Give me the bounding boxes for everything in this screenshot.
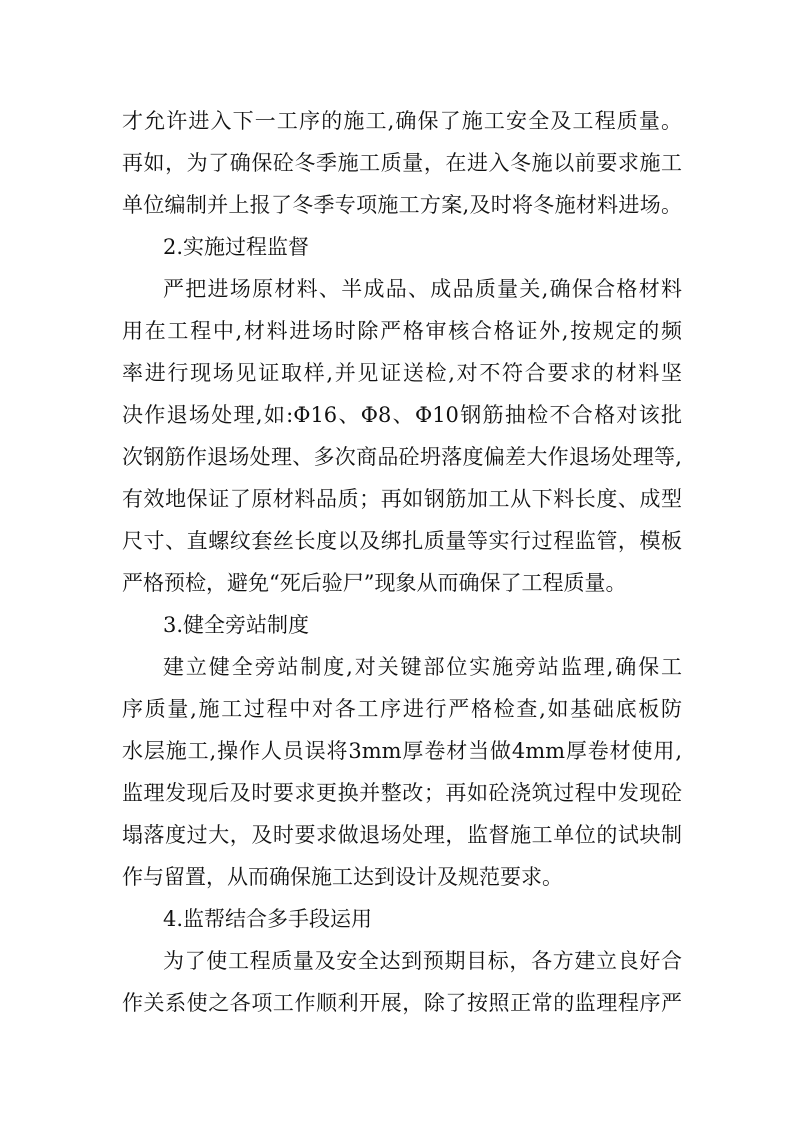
section-heading: 4.监帮结合多手段运用 <box>163 907 373 931</box>
body-text-line: 用在工程中,材料进场时除严格审核合格证外,按规定的频 <box>122 319 682 343</box>
body-text-line: 塌落度过大，及时要求做退场处理，监督施工单位的试块制 <box>122 823 682 847</box>
body-text-line: 有效地保证了原材料品质；再如钢筋加工从下料长度、成型 <box>122 487 682 511</box>
body-text-line: 为了使工程质量及安全达到预期目标，各方建立良好合 <box>163 949 682 973</box>
body-text-line: 作与留置，从而确保施工达到设计及规范要求。 <box>122 865 563 889</box>
body-text-line: 尺寸、直螺纹套丝长度以及绑扎质量等实行过程监管，模板 <box>122 529 682 553</box>
body-text-line: 单位编制并上报了冬季专项施工方案,及时将冬施材料进场。 <box>122 193 682 217</box>
section-heading: 2.实施过程监督 <box>163 235 310 259</box>
body-text-line: 次钢筋作退场处理、多次商品砼坍落度偏差大作退场处理等, <box>122 445 682 469</box>
body-text-line: 决作退场处理,如:Φ16、Φ8、Φ10钢筋抽检不合格对该批 <box>122 403 682 427</box>
section-heading: 3.健全旁站制度 <box>163 613 310 637</box>
body-text-line: 率进行现场见证取样,并见证送检,对不符合要求的材料坚 <box>122 361 682 385</box>
body-text-line: 严格预检，避免“死后验尸”现象从而确保了工程质量。 <box>122 571 627 595</box>
body-text-line: 才允许进入下一工序的施工,确保了施工安全及工程质量。 <box>122 109 682 133</box>
body-text-line: 严把进场原材料、半成品、成品质量关,确保合格材料 <box>163 277 682 301</box>
body-text-line: 建立健全旁站制度,对关键部位实施旁站监理,确保工 <box>163 655 682 679</box>
body-text-line: 序质量,施工过程中对各工序进行严格检查,如基础底板防 <box>122 697 682 721</box>
body-text-line: 再如，为了确保砼冬季施工质量，在进入冬施以前要求施工 <box>122 151 682 175</box>
body-text-line: 作关系使之各项工作顺利开展，除了按照正常的监理程序严 <box>122 991 682 1015</box>
body-text-line: 水层施工,操作人员误将3mm厚卷材当做4mm厚卷材使用, <box>122 739 682 763</box>
body-text-line: 监理发现后及时要求更换并整改；再如砼浇筑过程中发现砼 <box>122 781 682 805</box>
